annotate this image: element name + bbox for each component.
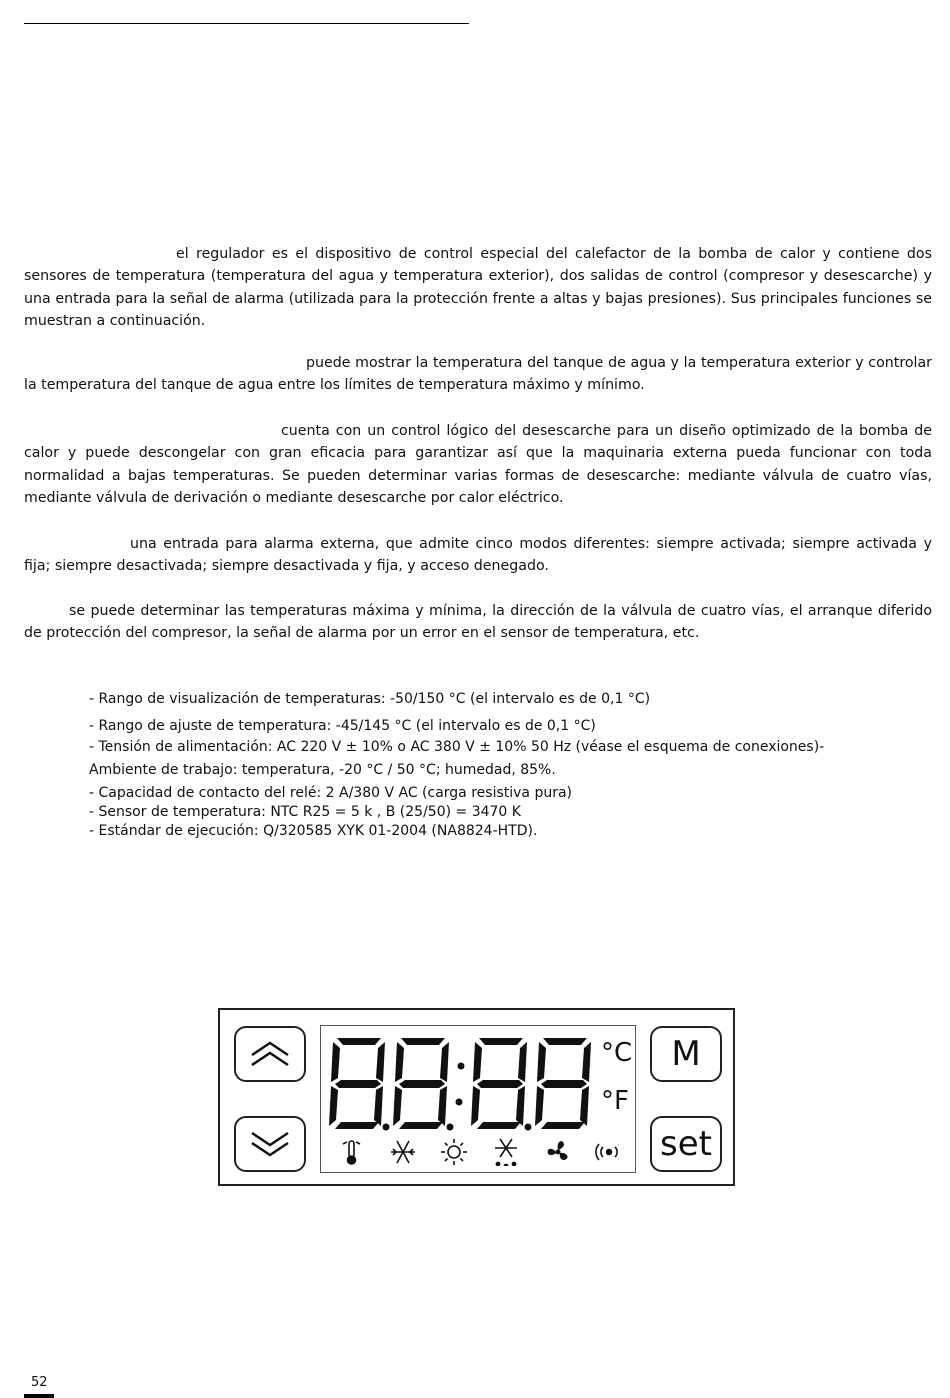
paragraph-settings: se puede determinar las temperaturas máxima y mínima, la dirección de la válvula de cuatro vías, el arranque diferido de protección del compresor, la señal de alarma por un error en el sensor de temperatura, etc. xyxy=(24,603,932,642)
controller-panel xyxy=(218,1008,735,1186)
paragraph-alarm: una entrada para alarma externa, que admite cinco modos diferentes: siempre activada; siempre activada y fija; siempre desactivada; siempre desactivada y fija, y acceso denegado. xyxy=(24,536,932,575)
snowflake-icon xyxy=(391,1141,415,1163)
fan-icon xyxy=(548,1141,568,1160)
spec-list xyxy=(89,690,824,841)
alarm-icon xyxy=(596,1144,619,1160)
seven-segment-digits xyxy=(329,1036,599,1132)
thermometer-icon xyxy=(343,1141,360,1164)
celsius-unit: °C xyxy=(601,1038,633,1068)
chevron-up-icon xyxy=(246,1039,294,1069)
set-button[interactable] xyxy=(650,1116,722,1172)
header-rule xyxy=(24,23,469,24)
up-button[interactable] xyxy=(234,1026,306,1082)
spec-item: - Rango de visualización de temperaturas: -50/150 °C (el intervalo es de 0,1 °C) xyxy=(89,691,651,707)
m-button[interactable] xyxy=(650,1026,722,1082)
spec-item: - Tensión de alimentación: AC 220 V ± 10% o AC 380 V ± 10% 50 Hz (véase el esquema de conexiones)- xyxy=(89,739,825,755)
page-number: 52 xyxy=(31,1375,48,1390)
set-button-label: set xyxy=(660,1124,712,1164)
status-icons xyxy=(339,1138,619,1166)
paragraph-temperature-control: puede mostrar la temperatura del tanque de agua y la temperatura exterior y controlar la temperatura del tanque de agua entre los límites de temperatura máximo y mínimo. xyxy=(24,355,932,394)
paragraph-intro: el regulador es el dispositivo de control especial del calefactor de la bomba de calor y contiene dos sensores de temperatura (temperatura del agua y temperatura exterior), dos salidas de control (compresor y desescarche) y una entrada para la señal de alarma (utilizada para la protección frente a altas y bajas presiones). Sus principales funciones se muestran a continuación. xyxy=(24,246,932,330)
page-number-rule xyxy=(24,1394,54,1398)
down-button[interactable] xyxy=(234,1116,306,1172)
spec-item: Ambiente de trabajo: temperatura, -20 °C / 50 °C; humedad, 85%. xyxy=(89,762,556,778)
spec-item: - Sensor de temperatura: NTC R25 = 5 k , B (25/50) = 3470 K xyxy=(89,804,521,820)
chevron-down-icon xyxy=(246,1129,294,1159)
spec-item: - Estándar de ejecución: Q/320585 XYK 01-2004 (NA8824-HTD). xyxy=(89,823,538,839)
paragraph-defrost: cuenta con un control lógico del desescarche para un diseño optimizado de la bomba de calor y puede descongelar con gran eficacia para garantizar así que la maquinaria externa pueda funcionar con toda normalidad a bajas temperaturas. Se pueden determinar varias formas de desescarche: mediante válvula de cuatro vías, mediante válvula de derivación o mediante desescarche por calor eléctrico. xyxy=(24,423,932,507)
m-button-label: M xyxy=(671,1034,701,1074)
lcd-display xyxy=(320,1025,636,1173)
defrost-icon xyxy=(495,1139,517,1166)
spec-item: - Rango de ajuste de temperatura: -45/145 °C (el intervalo es de 0,1 °C) xyxy=(89,718,596,734)
sun-icon xyxy=(441,1139,467,1165)
fahrenheit-unit: °F xyxy=(601,1086,629,1116)
spec-item: - Capacidad de contacto del relé: 2 A/380 V AC (carga resistiva pura) xyxy=(89,785,572,801)
